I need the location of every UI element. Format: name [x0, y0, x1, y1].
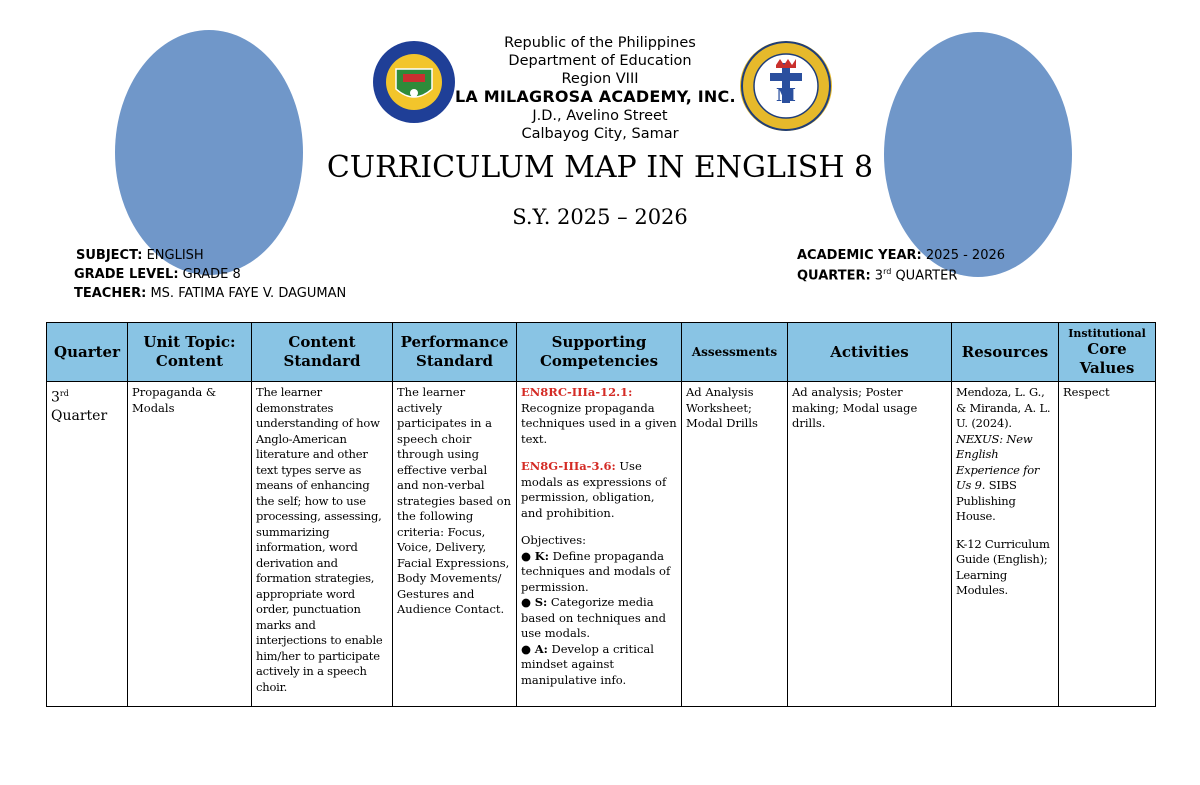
objective-a-text: Develop a critical mindset against manipulative info.: [521, 641, 654, 687]
grade-info: [74, 267, 241, 282]
quarter-number: 3: [874, 268, 884, 284]
cell-core-values: Respect: [1059, 382, 1156, 707]
left-oval-shape: [115, 30, 303, 275]
header-activities: Activities: [788, 323, 952, 382]
header-content-standard: Content Standard: [252, 323, 393, 382]
year-value: 2025 - 2026: [925, 248, 1006, 263]
region-line: Region VIII: [561, 71, 639, 87]
table-header-row: [47, 323, 1156, 382]
objective-a-label: A:: [534, 641, 548, 656]
resource-1-authors: Mendoza, L. G., & Miranda, A. L. U. (2024).: [956, 385, 1051, 430]
header-performance-standard: Performance Standard: [393, 323, 517, 382]
competency-code-2: EN8G-IIIa-3.6:: [521, 459, 616, 473]
objectives-label: Objectives:: [521, 533, 586, 547]
cell-quarter: [47, 382, 128, 707]
street-line: J.D., Avelino Street: [532, 108, 668, 124]
city-line: Calbayog City, Samar: [521, 126, 679, 142]
header-resources: Resources: [952, 323, 1059, 382]
resource-1-title: NEXUS: New English Experience for Us 9.: [956, 431, 1040, 492]
cell-activities: Ad analysis; Poster making; Modal usage drills.: [788, 382, 952, 707]
quarter-cell-word: Quarter: [51, 407, 108, 424]
cell-unit-topic: Propaganda & Modals: [128, 382, 252, 707]
header-supporting-competencies: Supporting Competencies: [517, 323, 682, 382]
subject-info: [76, 248, 204, 263]
document-title: CURRICULUM MAP IN ENGLISH 8: [326, 150, 874, 185]
cell-assessments: Ad Analysis Worksheet; Modal Drills: [682, 382, 788, 707]
quarter-cell-number: 3: [51, 389, 60, 406]
objective-k-text: Define propaganda techniques and modals of permission.: [521, 548, 671, 594]
header-unit-topic: Unit Topic: Content: [128, 323, 252, 382]
year-label: ACADEMIC YEAR:: [797, 248, 922, 263]
cell-content-standard: The learner demonstrates understanding of how Anglo-American literature and other text types serve as means of enhancing the self; how to use processing, assessing, summarizing information, word derivation and formation strategies, appropriate word order, punctuation marks and interjections to enable him/her to participate actively in a speech choir.: [252, 382, 393, 707]
republic-line: Republic of the Philippines: [504, 35, 696, 51]
academic-year-info: [797, 248, 1005, 263]
header-core-values-bottom: Core Values: [1079, 339, 1135, 377]
resource-1-publisher: SIBS Publishing House.: [956, 478, 1017, 523]
objective-s-text: Categorize media based on techniques and use modals.: [521, 595, 667, 640]
quarter-label: QUARTER:: [797, 268, 871, 284]
resource-2: K-12 Curriculum Guide (English); Learning Modules.: [956, 536, 1050, 597]
school-name: LA MILAGROSA ACADEMY, INC.: [455, 87, 736, 106]
teacher-label: TEACHER:: [74, 286, 147, 301]
cell-supporting-competencies: EN8RC-IIIa-12.1: Recognize propaganda techniques used in a given text. EN8G-IIIa-3.6: Use modals as expressions of permission, obligation, and prohibition. Objectives: ● K: Define propaganda techniques and modals of permission. ● S: Categorize media based on techniques and use modals. ● A: Develop a critical mindset against manipulative info.: [517, 382, 682, 707]
header-quarter: Quarter: [47, 323, 128, 382]
quarter-word: QUARTER: [895, 268, 958, 284]
curriculum-map-table: [46, 322, 1156, 707]
objective-k-label: K:: [534, 548, 549, 563]
department-line: Department of Education: [508, 53, 692, 69]
right-oval-shape: [884, 32, 1072, 277]
subject-value: ENGLISH: [146, 248, 204, 263]
cell-performance-standard: The learner actively participates in a speech choir through using effective verbal and non-verbal strategies based on the following criteria: Focus, Voice, Delivery, Facial Expressions, Body Movements/ Gestures and Audience Contact.: [393, 382, 517, 707]
competency-text-1: Recognize propaganda techniques used in a given text.: [521, 400, 677, 446]
teacher-info: [74, 286, 346, 301]
grade-value: GRADE 8: [182, 267, 241, 282]
cell-resources: [952, 382, 1059, 707]
header-core-values: [1059, 323, 1156, 382]
subject-label: SUBJECT:: [76, 248, 143, 263]
teacher-value: MS. FATIMA FAYE V. DAGUMAN: [150, 286, 347, 301]
quarter-suffix: rd: [883, 267, 892, 276]
grade-label: GRADE LEVEL:: [74, 267, 179, 282]
school-year: S.Y. 2025 – 2026: [512, 205, 688, 229]
header-core-values-top: Institutional: [1068, 326, 1146, 340]
table-row: [47, 382, 1156, 707]
competency-text-2: Use modals as expressions of permission, obligation, and prohibition.: [521, 459, 667, 520]
objective-s-label: S:: [534, 595, 548, 609]
header-assessments: Assessments: [682, 323, 788, 382]
quarter-info: [797, 267, 957, 283]
competency-code-1: EN8RC-IIIa-12.1:: [521, 385, 633, 399]
quarter-cell-suffix: rd: [59, 389, 69, 398]
svg-text:M: M: [776, 85, 796, 106]
